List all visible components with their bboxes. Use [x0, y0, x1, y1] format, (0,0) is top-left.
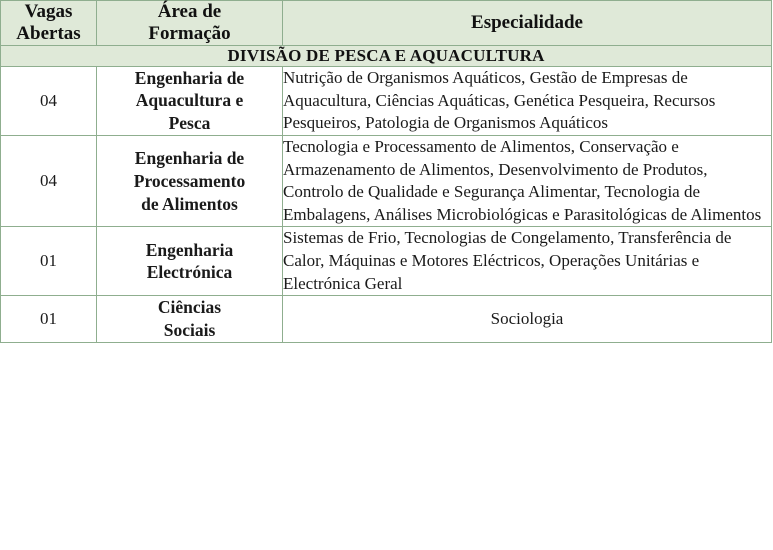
table-body	[1, 45, 772, 342]
area-line: Engenharia	[145, 239, 234, 260]
table-row	[1, 296, 772, 343]
area-line: Engenharia de	[134, 148, 245, 169]
column-header-vagas-line1: Vagas	[24, 1, 73, 22]
cell-area-formacao	[97, 296, 283, 343]
cell-vagas: 01	[1, 227, 97, 296]
column-header-especialidade: Especialidade	[283, 1, 772, 46]
table-row	[1, 135, 772, 226]
area-line: Electrónica	[146, 262, 233, 283]
cell-especialidade: Sistemas de Frio, Tecnologias de Congelamento, Transferência de Calor, Máquinas e Motores Eléctricos, Operações Unitárias e Electrónica Geral	[283, 227, 772, 296]
column-header-vagas-abertas	[1, 1, 97, 46]
column-header-area-line2: Formação	[148, 22, 231, 44]
cell-especialidade: Nutrição de Organismos Aquáticos, Gestão de Empresas de Aquacultura, Ciências Aquáticas, Genética Pesqueira, Recursos Pesqueiros, Patologia de Organismos Aquáticos	[283, 66, 772, 135]
column-header-area-line1: Área de	[157, 1, 222, 22]
area-line: Sociais	[163, 319, 216, 340]
table-header	[1, 1, 772, 46]
area-line: Processamento	[133, 170, 246, 191]
cell-vagas: 04	[1, 135, 97, 226]
table-row	[1, 66, 772, 135]
section-title: DIVISÃO DE PESCA E AQUACULTURA	[1, 45, 772, 66]
area-line: Ciências	[157, 297, 222, 318]
cell-area-formacao	[97, 66, 283, 135]
area-line: Pesca	[168, 113, 211, 134]
table-row	[1, 227, 772, 296]
column-header-vagas-line2: Abertas	[16, 22, 81, 44]
header-row	[1, 1, 772, 46]
area-line: Engenharia de	[134, 67, 245, 88]
cell-vagas: 04	[1, 66, 97, 135]
column-header-area-formacao	[97, 1, 283, 46]
cell-area-formacao	[97, 227, 283, 296]
area-line: Aquacultura e	[135, 90, 244, 111]
cell-especialidade: Tecnologia e Processamento de Alimentos, Conservação e Armazenamento de Alimentos, Desenvolvimento de Produtos, Controlo de Qualidade e Segurança Alimentar, Tecnologia de Embalagens, Análises Microbiológicas e Parasitológicas de Alimentos	[283, 135, 772, 226]
section-header-row	[1, 45, 772, 66]
area-line: de Alimentos	[141, 193, 238, 214]
cell-especialidade: Sociologia	[283, 296, 772, 343]
cell-area-formacao	[97, 135, 283, 226]
cell-vagas: 01	[1, 296, 97, 343]
